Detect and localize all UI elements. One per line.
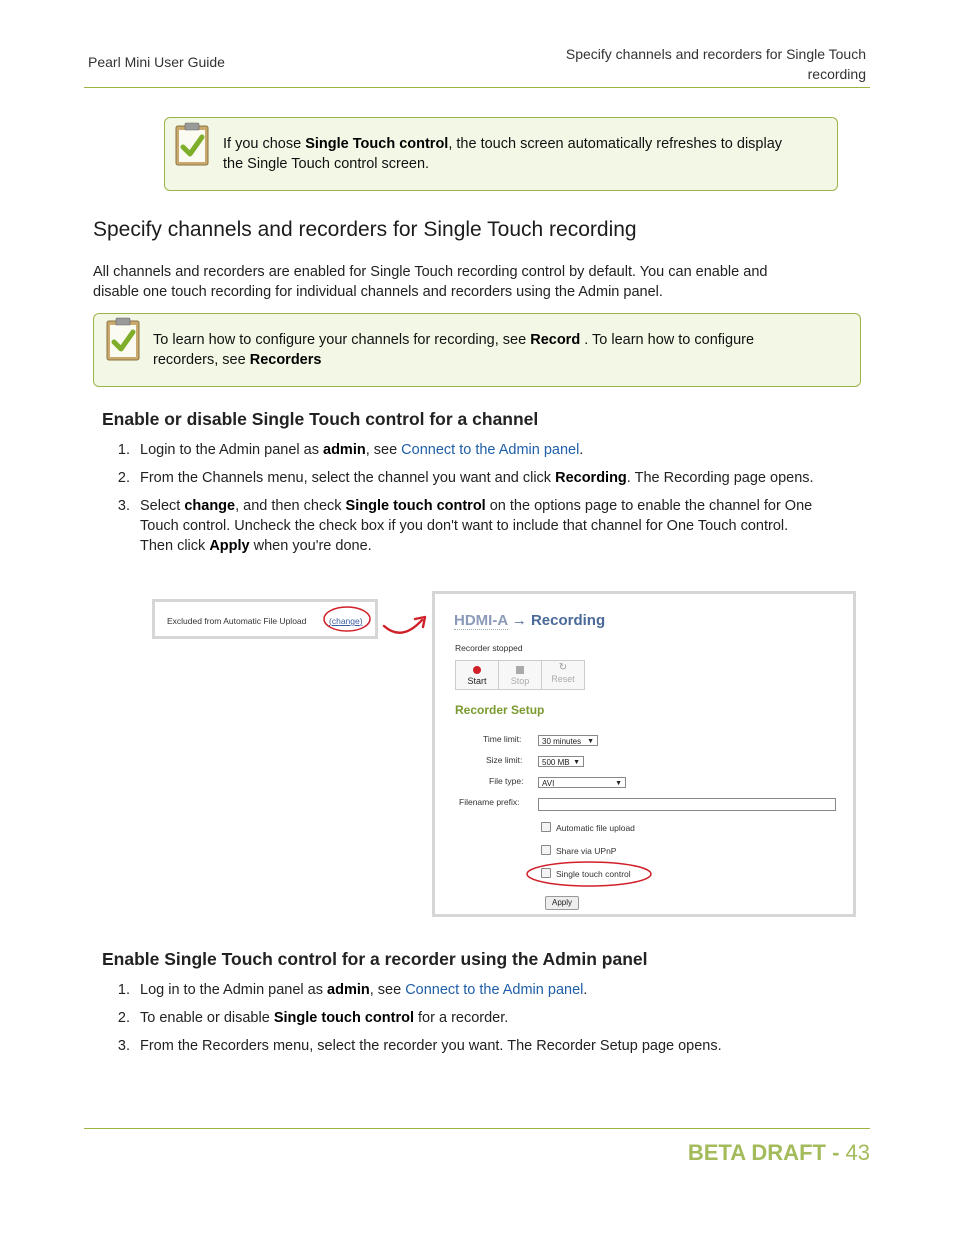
recorders-link-text[interactable]: Recorders	[249, 352, 322, 368]
step-text: Touch control. Uncheck the check box if you don't want to include that channel for One Touch control.	[140, 518, 789, 534]
start-label: Start	[467, 676, 487, 686]
reset-icon: ↻	[558, 662, 568, 673]
reset-button[interactable]	[542, 661, 584, 689]
size-limit-select[interactable]	[538, 756, 584, 767]
note-1-line2: the Single Touch control screen.	[223, 156, 430, 172]
upnp-checkbox[interactable]	[541, 845, 551, 855]
auto-upload-label: Automatic file upload	[556, 823, 635, 833]
screenshot-recording-page	[432, 591, 856, 917]
auto-upload-checkbox[interactable]	[541, 822, 551, 832]
excluded-label: Excluded from Automatic File Upload	[167, 616, 307, 626]
step-text: From the Channels menu, select the channel you want and click	[140, 470, 556, 486]
list-item	[110, 1008, 870, 1036]
curved-arrow-icon	[380, 608, 432, 638]
step-bold: Single touch control	[345, 498, 486, 514]
step-text: .	[583, 982, 588, 998]
recorder-status: Recorder stopped	[455, 643, 523, 653]
recorder-setup-heading: Recorder Setup	[455, 703, 545, 717]
time-limit-select[interactable]	[538, 735, 598, 746]
step-text: . The Recording page opens.	[626, 470, 814, 486]
footer-draft-label: BETA DRAFT -	[687, 1140, 846, 1165]
record-dot-icon	[473, 666, 481, 674]
page-number: 43	[845, 1140, 870, 1165]
step-text: for a recorder.	[414, 1010, 509, 1026]
step-text: Then click	[140, 538, 210, 554]
note-2-mid: . To learn how to configure	[580, 332, 755, 348]
upnp-label: Share via UPnP	[556, 846, 617, 856]
file-type-select[interactable]	[538, 777, 626, 788]
file-type-label: File type:	[489, 776, 524, 786]
step-text: Log in to the Admin panel as	[140, 982, 328, 998]
step-number: 3.	[117, 1038, 130, 1054]
intro-paragraph	[93, 262, 873, 302]
step-bold: Single touch control	[273, 1010, 414, 1026]
header-right-line1: Specify channels and recorders for Single Touch	[565, 46, 866, 62]
record-link-text[interactable]: Record	[530, 332, 581, 348]
stop-label: Stop	[510, 676, 530, 686]
recorder-steps-list	[110, 980, 870, 1064]
step-text: To enable or disable	[140, 1010, 274, 1026]
single-touch-label: Single touch control	[556, 869, 631, 879]
dropdown-arrow-icon: ▼	[587, 738, 594, 745]
highlight-ellipse	[525, 859, 655, 889]
list-item	[110, 496, 870, 556]
step-bold: admin	[323, 442, 366, 458]
filename-prefix-input[interactable]	[538, 798, 836, 811]
step-text: , see	[369, 982, 406, 998]
step-number: 2.	[117, 1010, 130, 1026]
list-item	[110, 440, 870, 468]
section-heading: Specify channels and recorders for Single Touch recording	[93, 218, 637, 241]
time-limit-label: Time limit:	[483, 734, 522, 744]
step-number: 1.	[117, 442, 130, 458]
file-type-value: AVI	[542, 779, 555, 788]
step-bold: Apply	[209, 538, 250, 554]
step-text: , see	[365, 442, 402, 458]
step-number: 3.	[117, 498, 130, 514]
step-text: Login to the Admin panel as	[140, 442, 323, 458]
note-2-text	[153, 330, 843, 370]
recorder-button-bar	[455, 660, 585, 690]
change-link[interactable]: (change)	[329, 616, 363, 626]
reset-label: Reset	[551, 674, 575, 684]
step-text: on the options page to enable the channel for One	[485, 498, 813, 514]
channel-steps-list	[110, 440, 870, 556]
header-guide-title: Pearl Mini User Guide	[88, 54, 225, 70]
header-section-title	[506, 44, 866, 84]
note-box-1	[164, 117, 838, 191]
note-1-pre: If you chose	[223, 136, 306, 152]
highlight-ellipse	[321, 605, 375, 635]
step-text: , and then check	[235, 498, 346, 514]
apply-button[interactable]: Apply	[545, 896, 579, 910]
connect-admin-link[interactable]: Connect to the Admin panel	[401, 442, 580, 458]
header-rule	[84, 87, 870, 88]
note-1-bold: Single Touch control	[305, 136, 449, 152]
clipboard-check-icon	[106, 317, 140, 361]
subheading-recorder: Enable Single Touch control for a recorder using the Admin panel	[102, 949, 648, 969]
connect-admin-link[interactable]: Connect to the Admin panel	[405, 982, 584, 998]
step-bold: change	[184, 498, 236, 514]
note-2-pre: To learn how to configure your channels for recording, see	[153, 332, 531, 348]
channel-name[interactable]: HDMI-A	[454, 612, 508, 629]
dropdown-arrow-icon: ▼	[573, 759, 580, 766]
intro-line1: All channels and recorders are enabled for Single Touch recording control by default. You can enable and	[93, 264, 768, 280]
step-text: From the Recorders menu, select the recorder you want. The Recorder Setup page opens.	[140, 1038, 722, 1054]
filename-prefix-label: Filename prefix:	[459, 797, 520, 807]
step-text: Select	[140, 498, 185, 514]
footer-rule	[84, 1128, 870, 1129]
note-2-line2-pre: recorders, see	[153, 352, 250, 368]
list-item	[110, 468, 870, 496]
clipboard-check-icon	[175, 122, 209, 166]
page-name: Recording	[530, 612, 606, 629]
breadcrumb-arrow: →	[511, 612, 527, 629]
list-item	[110, 980, 870, 1008]
time-limit-value: 30 minutes	[542, 737, 582, 746]
screenshot-excluded-upload	[152, 599, 378, 639]
dropdown-arrow-icon: ▼	[615, 780, 622, 787]
note-1-text	[223, 134, 823, 174]
stop-square-icon	[516, 666, 524, 674]
recording-page-title	[454, 612, 605, 629]
step-number: 1.	[117, 982, 130, 998]
step-text: when you're done.	[249, 538, 372, 554]
step-bold: Recording	[555, 470, 627, 486]
change-link-text[interactable]: change	[331, 616, 360, 626]
subheading-channel: Enable or disable Single Touch control for a channel	[102, 409, 539, 429]
list-item	[110, 1036, 870, 1064]
size-limit-value: 500 MB	[542, 758, 570, 767]
step-text: .	[579, 442, 584, 458]
note-box-2	[93, 313, 861, 387]
stop-button[interactable]	[499, 661, 542, 689]
size-limit-label: Size limit:	[486, 755, 523, 765]
note-1-post: , the touch screen automatically refreshes to display	[448, 136, 783, 152]
footer-page-label	[688, 1140, 870, 1166]
start-button[interactable]	[456, 661, 499, 689]
step-number: 2.	[117, 470, 130, 486]
header-right-line2: recording	[807, 66, 866, 82]
step-bold: admin	[327, 982, 370, 998]
intro-line2: disable one touch recording for individual channels and recorders using the Admin panel.	[93, 284, 663, 300]
